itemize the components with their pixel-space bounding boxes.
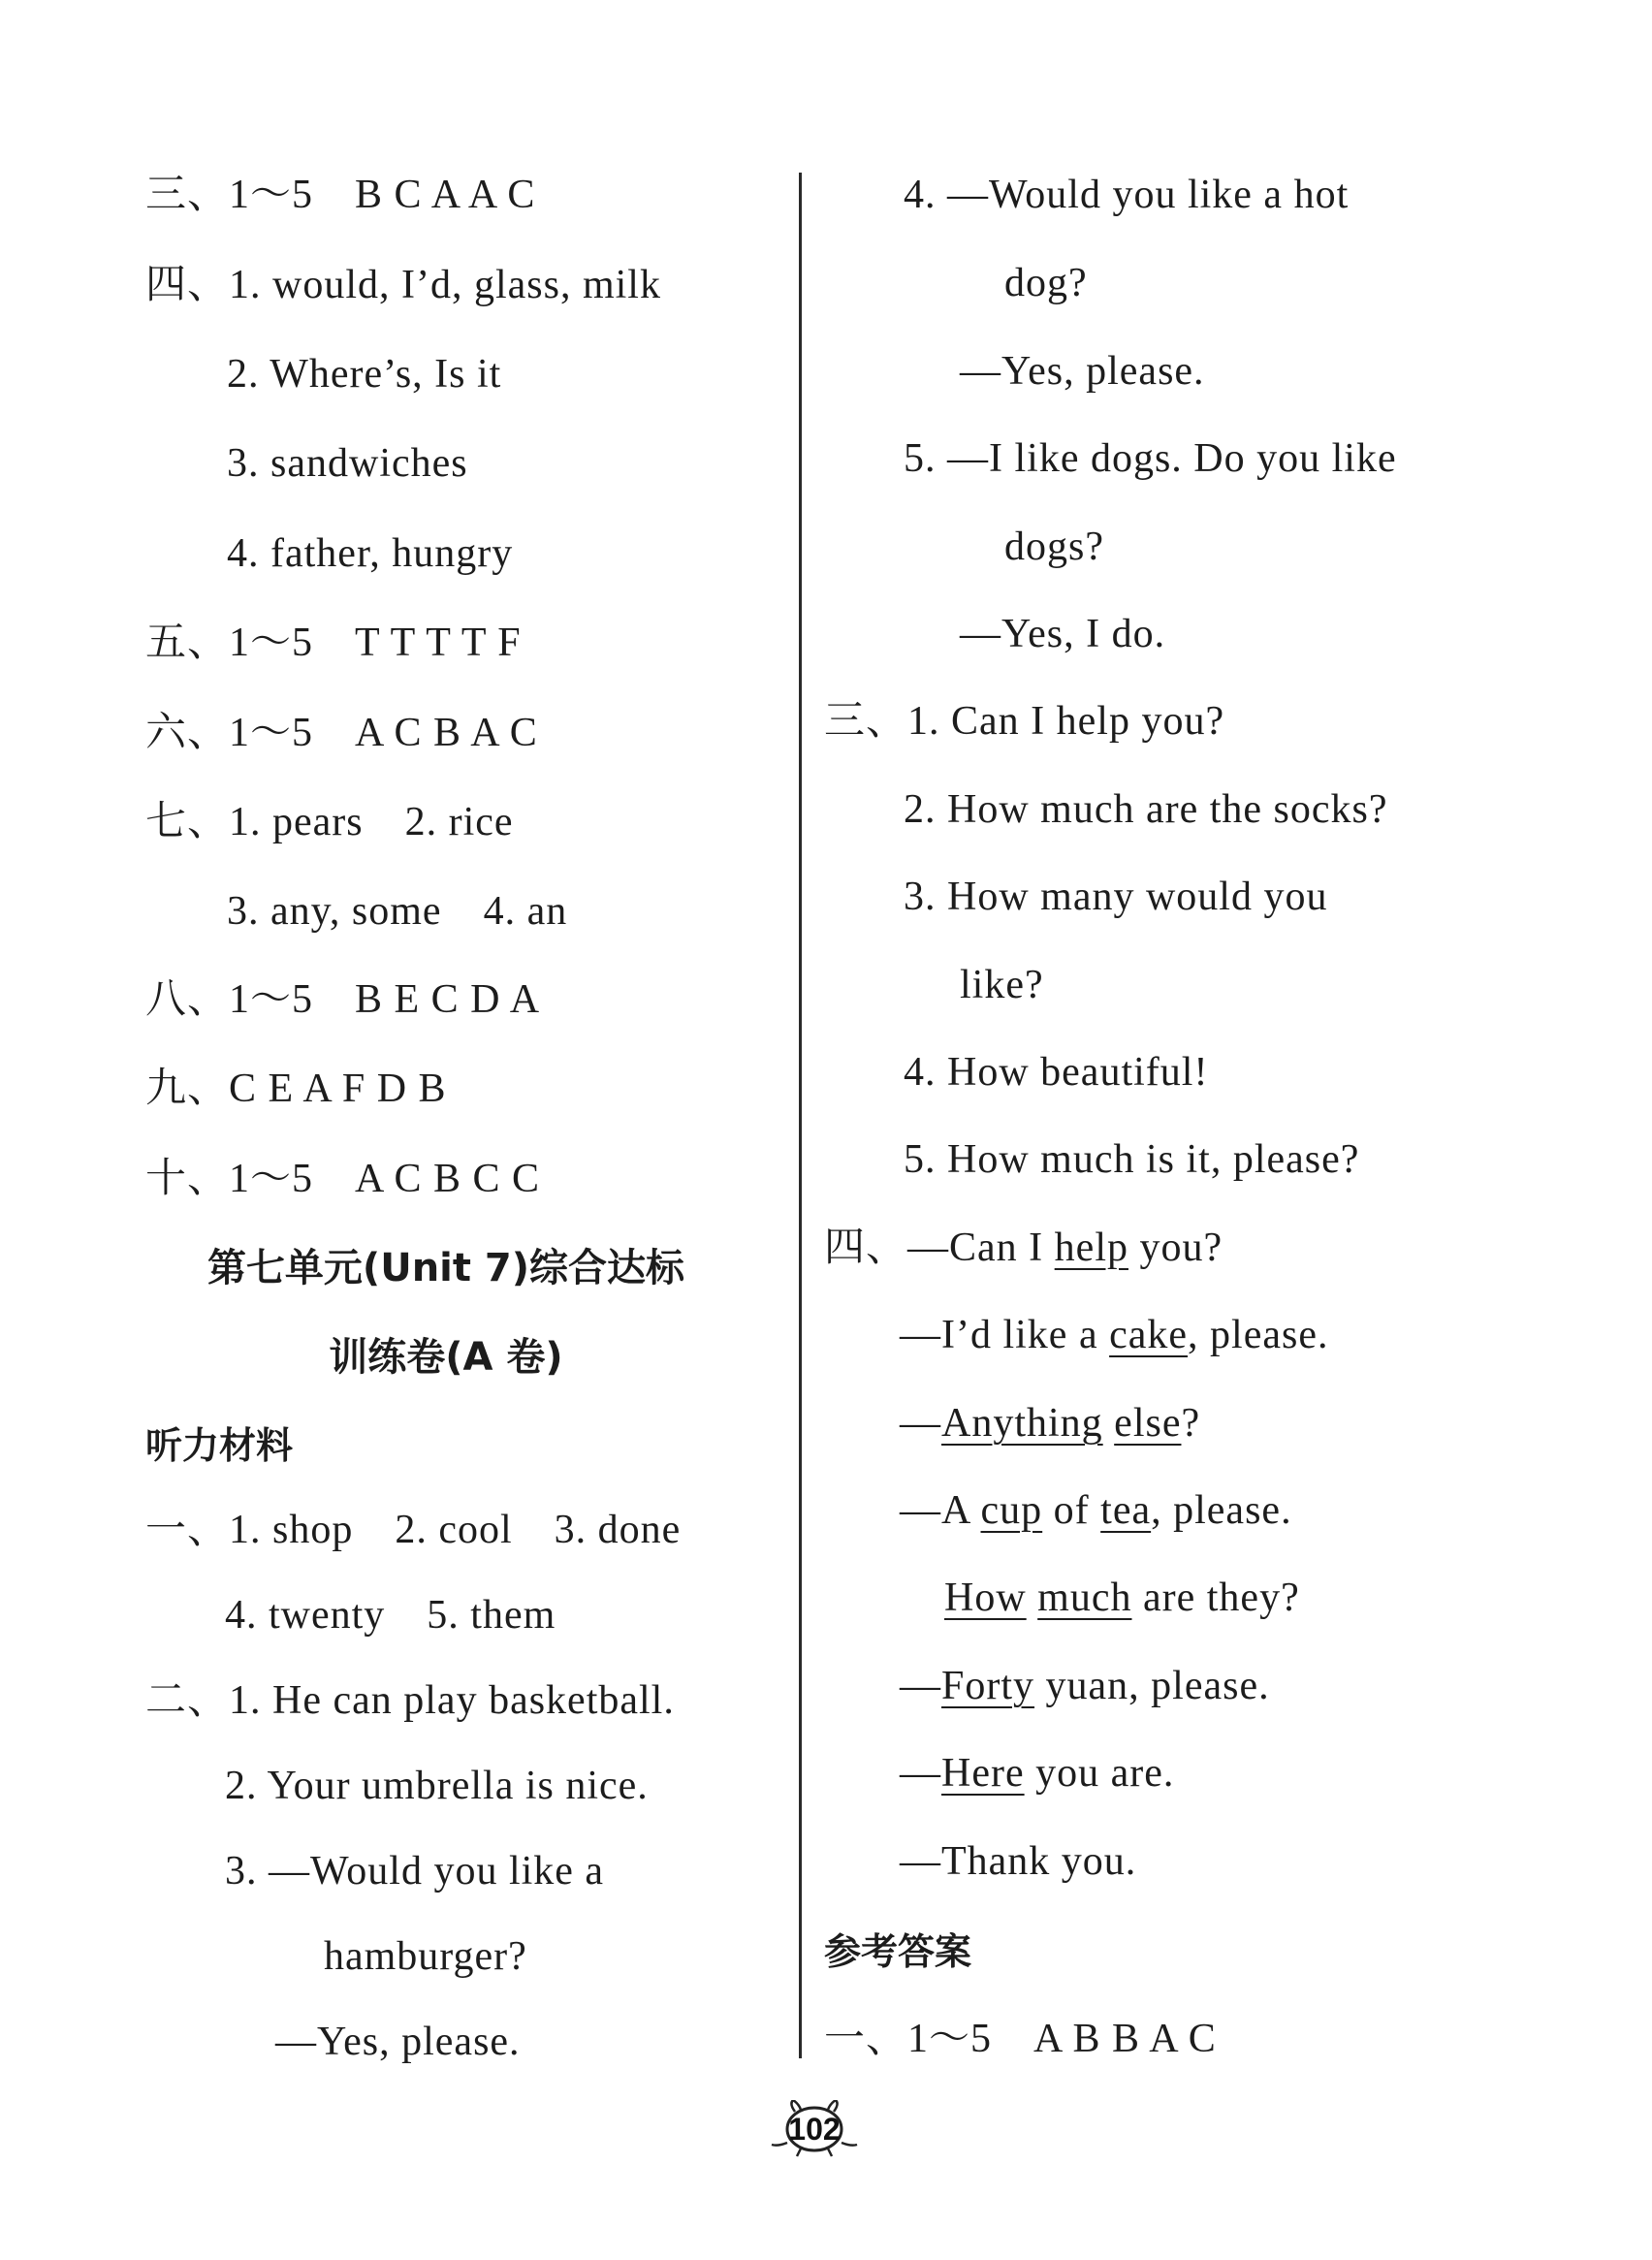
dialogue-line: —Thank you. (900, 1839, 1137, 1884)
listening-line: 4. How beautiful! (904, 1050, 1209, 1095)
answer-line: 十、1～5 A C B C C (145, 1157, 541, 1201)
filled-blank: Forty (941, 1664, 1035, 1708)
filled-blank: How (944, 1576, 1027, 1620)
listening-line: 5. How much is it, please? (904, 1137, 1360, 1182)
filled-blank: much (1037, 1576, 1132, 1620)
answer-line: 八、1～5 B E C D A (145, 977, 541, 1022)
listening-title: 听力材料 (145, 1424, 294, 1467)
listening-line: hamburger? (324, 1934, 527, 1979)
section-prefix: 四、 (824, 1225, 908, 1270)
listening-line: —Yes, please. (960, 349, 1205, 394)
dialogue-line: —Here you are. (900, 1751, 1175, 1796)
dialogue-line: —I’d like a cake, please. (900, 1313, 1329, 1357)
listening-line: 5. —I like dogs. Do you like (904, 436, 1397, 481)
page-number-badge (766, 2100, 863, 2158)
dialogue-line: —Forty yuan, please. (900, 1664, 1270, 1708)
listening-line: —Yes, please. (275, 2020, 521, 2064)
filled-blank: cup (980, 1488, 1043, 1533)
filled-blank: cake (1109, 1313, 1189, 1357)
answer-line: 四、1. would, I’d, glass, milk (145, 263, 661, 307)
unit-heading-line2: 训练卷(A 卷) (329, 1335, 563, 1380)
listening-line: 一、1. shop 2. cool 3. done (145, 1508, 682, 1552)
listening-line: dogs? (1004, 525, 1104, 569)
listening-line: 3. How many would you (904, 875, 1328, 919)
dialogue-line: —A cup of tea, please. (900, 1488, 1292, 1533)
listening-line: 2. Your umbrella is nice. (225, 1764, 649, 1808)
dialogue-line: 四、—Can I help you? (824, 1225, 1223, 1270)
answer-line: 五、1～5 T T T T F (145, 621, 522, 665)
answer-line: 一、1～5 A B B A C (824, 2017, 1217, 2061)
filled-blank: tea (1100, 1488, 1152, 1533)
answer-line: 4. father, hungry (227, 531, 514, 576)
listening-line: —Yes, I do. (960, 612, 1166, 656)
filled-blank: help (1054, 1225, 1128, 1270)
dialogue-line: —Anything else? (900, 1401, 1201, 1446)
page-number: 102 (788, 2112, 841, 2147)
listening-line: 3. —Would you like a (225, 1849, 605, 1894)
answer-line: 三、1～5 B C A A C (145, 173, 536, 217)
answer-line: 七、1. pears 2. rice (145, 800, 514, 844)
answers-title: 参考答案 (824, 1930, 972, 1973)
answer-line: 3. any, some 4. an (227, 889, 568, 934)
listening-line: 三、1. Can I help you? (824, 699, 1225, 744)
dialogue-line: How much are they? (944, 1576, 1300, 1620)
listening-line: 4. twenty 5. them (225, 1593, 556, 1638)
answer-line: 2. Where’s, Is it (227, 352, 502, 397)
answer-line: 六、1～5 A C B A C (145, 711, 538, 755)
answer-line: 3. sandwiches (227, 441, 468, 486)
listening-line: dog? (1004, 261, 1088, 305)
column-divider (799, 173, 802, 2058)
filled-blank: else (1114, 1401, 1182, 1446)
answer-line: 九、C E A F D B (145, 1066, 447, 1111)
listening-line: 2. How much are the socks? (904, 787, 1388, 832)
listening-line: 4. —Would you like a hot (904, 173, 1350, 217)
listening-line: like? (960, 963, 1044, 1007)
listening-line: 二、1. He can play basketball. (145, 1678, 675, 1723)
unit-heading-line1: 第七单元(Unit 7)综合达标 (206, 1246, 685, 1290)
filled-blank: Here (941, 1751, 1025, 1796)
filled-blank: Anything (941, 1401, 1103, 1446)
